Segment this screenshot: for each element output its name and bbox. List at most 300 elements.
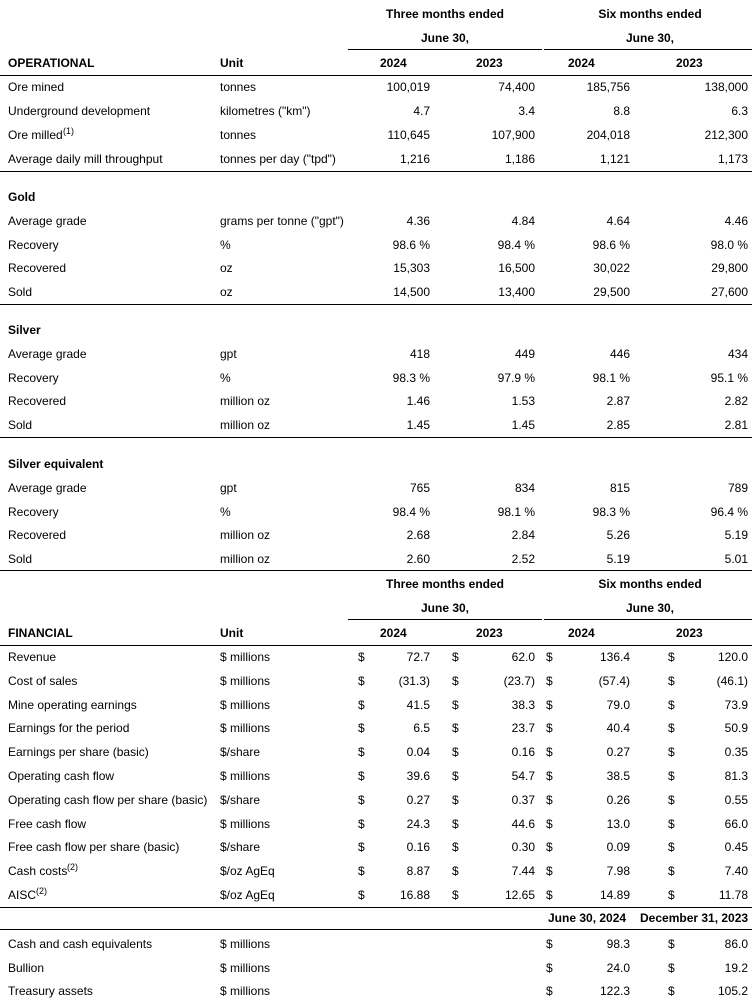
currency-symbol: $ (358, 721, 365, 736)
row-value: 2.68 (406, 528, 430, 543)
row-value: 6.3 (731, 104, 748, 118)
currency-symbol: $ (452, 792, 459, 807)
row-value: 0.37 (511, 792, 535, 807)
row-label: Cost of sales (8, 673, 78, 688)
year-2023-header: 2023 (476, 56, 503, 70)
row-value: 0.27 (606, 745, 630, 760)
row-label: Cash and cash equivalents (8, 937, 153, 951)
row-value: 5.19 (606, 552, 630, 567)
row-value: 50.9 (724, 721, 748, 736)
row-unit: $ millions (220, 697, 271, 712)
section-title: OPERATIONAL (8, 56, 95, 70)
table-row (0, 669, 752, 693)
section-divider (0, 304, 752, 305)
section-title: Silver equivalent (8, 457, 104, 471)
row-unit: % (220, 370, 231, 385)
row-value: 136.4 (599, 650, 630, 664)
row-label: Sold (8, 285, 33, 300)
currency-symbol: $ (668, 937, 675, 951)
row-value: 0.30 (511, 840, 535, 855)
row-value: 54.7 (511, 769, 535, 783)
currency-symbol: $ (668, 697, 675, 712)
row-value: 95.1 % (710, 370, 748, 385)
currency-symbol: $ (668, 864, 675, 879)
row-label: Average grade (8, 347, 87, 361)
row-value: 86.0 (724, 937, 748, 951)
currency-symbol: $ (668, 673, 675, 688)
row-value: 2.60 (406, 552, 430, 567)
row-value: (57.4) (598, 673, 630, 688)
currency-symbol: $ (358, 697, 365, 712)
row-value: (31.3) (398, 673, 430, 688)
row-unit: $ millions (220, 960, 271, 975)
row-value: 138,000 (704, 80, 748, 94)
table-row (0, 233, 752, 257)
currency-symbol: $ (358, 816, 365, 831)
table-row (0, 716, 752, 740)
table-row (0, 740, 752, 764)
table-row (0, 788, 752, 812)
row-value: 3.4 (518, 104, 535, 118)
row-unit: $ millions (220, 769, 271, 783)
table-row (0, 547, 752, 571)
row-value: 62.0 (511, 650, 535, 664)
row-label: Recovery (8, 504, 59, 519)
row-unit: oz (220, 261, 233, 276)
table-row (0, 413, 752, 437)
currency-symbol: $ (668, 888, 675, 902)
row-label: Sold (8, 552, 33, 567)
june30-header: June 30, (625, 601, 675, 615)
row-unit: tonnes per day ("tpd") (220, 152, 336, 166)
row-value: 98.3 % (592, 504, 630, 519)
footnote-marker: (1) (63, 126, 74, 136)
row-value: 19.2 (724, 960, 748, 975)
row-value: 1,173 (717, 152, 748, 166)
row-value: 11.78 (718, 888, 748, 902)
row-label: Bullion (8, 960, 45, 975)
row-value: 72.7 (406, 650, 430, 664)
currency-symbol: $ (546, 769, 553, 783)
row-value: 73.9 (724, 697, 748, 712)
currency-symbol: $ (546, 673, 553, 688)
year-2024-header: 2024 (568, 626, 595, 640)
row-value: 14,500 (393, 285, 430, 300)
row-value: 29,800 (711, 261, 748, 276)
row-value: 16.88 (399, 888, 430, 902)
row-value: 29,500 (593, 285, 630, 300)
row-value: 418 (409, 347, 430, 361)
currency-symbol: $ (358, 792, 365, 807)
row-value: 96.4 % (710, 504, 748, 519)
row-value: 434 (727, 347, 748, 361)
balance-date-header: June 30, 2024 (548, 911, 627, 925)
row-unit: oz (220, 285, 233, 300)
row-value: 0.26 (606, 792, 630, 807)
financial-date-row (0, 596, 752, 620)
row-label: Revenue (8, 650, 57, 664)
row-value: 98.4 % (497, 237, 535, 252)
year-2023-header: 2023 (676, 56, 703, 70)
row-value: 1.45 (406, 418, 430, 433)
table-row (0, 956, 752, 980)
row-unit: $ millions (220, 816, 271, 831)
row-value: 8.8 (613, 104, 630, 118)
table-row (0, 812, 752, 836)
row-value: 1.45 (511, 418, 535, 433)
currency-symbol: $ (546, 888, 553, 902)
table-row (0, 342, 752, 366)
row-value: 40.4 (606, 721, 630, 736)
row-value: 16,500 (498, 261, 535, 276)
row-value: 2.82 (724, 394, 748, 409)
row-unit: gpt (220, 347, 237, 361)
currency-symbol: $ (452, 888, 459, 902)
section-title: Silver (8, 323, 41, 337)
row-value: 98.4 % (392, 504, 430, 519)
row-value: 446 (609, 347, 630, 361)
row-value: 1,216 (399, 152, 430, 166)
table-row (0, 835, 752, 859)
row-unit: kilometres ("km") (220, 104, 311, 118)
row-value: 41.5 (406, 697, 430, 712)
row-value: (23.7) (503, 673, 535, 688)
row-value: 7.44 (511, 864, 535, 879)
currency-symbol: $ (358, 840, 365, 855)
table-row (0, 256, 752, 280)
table-row (0, 883, 752, 907)
year-2023-header: 2023 (476, 626, 503, 640)
row-value: 2.84 (511, 528, 535, 543)
row-unit: $/share (220, 792, 261, 807)
balance-date-header: December 31, 2023 (640, 911, 749, 925)
row-value: 0.55 (724, 792, 748, 807)
currency-symbol: $ (452, 745, 459, 760)
row-value: 4.36 (406, 214, 430, 228)
currency-symbol: $ (668, 745, 675, 760)
row-value: 4.84 (511, 214, 535, 228)
row-unit: grams per tonne ("gpt") (220, 214, 344, 228)
section-divider (0, 171, 752, 172)
row-label: Earnings per share (basic) (8, 745, 149, 760)
row-label: Recovery (8, 370, 59, 385)
row-unit: $ millions (220, 984, 271, 998)
row-value: 23.7 (511, 721, 535, 736)
row-value: 7.40 (724, 864, 748, 879)
row-value: 765 (409, 481, 430, 495)
row-unit: % (220, 504, 231, 519)
currency-symbol: $ (546, 864, 553, 879)
row-value: 4.46 (724, 214, 748, 228)
table-row (0, 123, 752, 147)
june30-header: June 30, (420, 31, 470, 45)
row-value: 0.27 (406, 792, 430, 807)
row-value: 98.1 % (592, 370, 630, 385)
row-value: 2.81 (724, 418, 748, 433)
operational-three-months-rule (348, 49, 542, 50)
row-value: 15,303 (393, 261, 430, 276)
row-value: 122.3 (599, 984, 630, 998)
row-label: Recovered (8, 394, 67, 409)
row-value: 110,645 (387, 128, 430, 142)
row-label: Recovery (8, 237, 59, 252)
row-value: 2.85 (606, 418, 630, 433)
row-value: 98.6 % (392, 237, 430, 252)
row-label: Free cash flow (8, 816, 87, 831)
table-row (0, 147, 752, 171)
row-unit: million oz (220, 528, 271, 543)
row-label: Ore mined (8, 80, 65, 94)
operational-period-row (0, 2, 752, 26)
row-value: 7.98 (606, 864, 630, 879)
six-months-header: Six months ended (598, 577, 702, 591)
year-2024-header: 2024 (380, 626, 407, 640)
row-value: 39.6 (406, 769, 430, 783)
row-value: 14.89 (599, 888, 630, 902)
table-row (0, 75, 752, 99)
row-value: 97.9 % (497, 370, 535, 385)
row-value: 13.0 (606, 816, 630, 831)
row-value: 0.04 (406, 745, 430, 760)
table-row (0, 99, 752, 123)
section-title: Gold (8, 190, 36, 204)
silver-eq-title-row (0, 452, 752, 476)
row-value: 98.1 % (497, 504, 535, 519)
row-unit: $/share (220, 745, 261, 760)
row-unit: gpt (220, 481, 237, 495)
section-divider (0, 570, 752, 571)
year-2024-header: 2024 (568, 56, 595, 70)
row-label: Earnings for the period (8, 721, 130, 736)
row-value: 0.45 (724, 840, 748, 855)
silver-title-row (0, 318, 752, 342)
row-value: 789 (727, 481, 748, 495)
row-value: 120.0 (717, 650, 748, 664)
section-title: FINANCIAL (8, 626, 73, 640)
operational-date-row (0, 26, 752, 50)
row-label: Treasury assets (8, 984, 93, 998)
year-2023-header: 2023 (676, 626, 703, 640)
row-value: 1,186 (504, 152, 535, 166)
table-row (0, 209, 752, 233)
row-value: 815 (609, 481, 630, 495)
row-label: Average grade (8, 481, 87, 495)
row-unit: % (220, 237, 231, 252)
row-value: 4.64 (606, 214, 630, 228)
currency-symbol: $ (452, 650, 459, 664)
row-value: 105.2 (717, 984, 748, 998)
row-label: Sold (8, 418, 33, 433)
currency-symbol: $ (452, 673, 459, 688)
row-value: 79.0 (606, 697, 630, 712)
row-value: 6.5 (413, 721, 430, 736)
currency-symbol: $ (452, 864, 459, 879)
row-value: 212,300 (704, 128, 748, 142)
row-value: 0.35 (724, 745, 748, 760)
table-row (0, 476, 752, 500)
footnote-marker: (2) (67, 862, 78, 873)
currency-symbol: $ (358, 864, 365, 879)
row-value: 0.16 (511, 745, 535, 760)
financial-six-months-rule (544, 619, 752, 620)
currency-symbol: $ (546, 960, 553, 975)
row-unit: million oz (220, 418, 271, 433)
currency-symbol: $ (358, 650, 365, 664)
row-value: 81.3 (724, 769, 748, 783)
table-row (0, 389, 752, 413)
currency-symbol: $ (668, 769, 675, 783)
row-value: 5.19 (724, 528, 748, 543)
operational-six-months-rule (544, 49, 752, 50)
row-value: 98.0 % (710, 237, 748, 252)
currency-symbol: $ (452, 816, 459, 831)
row-value: 1,121 (599, 152, 630, 166)
row-value: 38.3 (511, 697, 535, 712)
row-value: 98.6 % (592, 237, 630, 252)
footnote-marker: (2) (36, 886, 47, 896)
june30-header: June 30, (625, 31, 675, 45)
currency-symbol: $ (668, 984, 675, 998)
currency-symbol: $ (668, 960, 675, 975)
row-label: Operating cash flow (8, 769, 115, 783)
currency-symbol: $ (358, 673, 365, 688)
table-row (0, 859, 752, 883)
unit-header: Unit (220, 56, 244, 70)
currency-symbol: $ (546, 697, 553, 712)
table-row (0, 932, 752, 956)
table-row (0, 366, 752, 390)
row-label: Recovered (8, 528, 67, 543)
row-value: 1.53 (511, 394, 535, 409)
row-unit: million oz (220, 552, 271, 567)
row-value: 107,900 (491, 128, 535, 142)
row-label: Average grade (8, 214, 87, 228)
row-value: 38.5 (606, 769, 630, 783)
operational-header-row (0, 51, 752, 75)
six-months-header: Six months ended (598, 7, 702, 21)
year-2024-header: 2024 (380, 56, 407, 70)
row-value: 44.6 (511, 816, 535, 831)
row-unit: $ millions (220, 650, 271, 664)
currency-symbol: $ (668, 792, 675, 807)
row-value: 98.3 (606, 937, 630, 951)
table-row (0, 979, 752, 1003)
row-value: 13,400 (498, 285, 535, 300)
currency-symbol: $ (452, 840, 459, 855)
balance-header-rule (0, 929, 752, 930)
currency-symbol: $ (546, 650, 553, 664)
row-value: 2.52 (511, 552, 535, 567)
row-value: 24.3 (406, 816, 430, 831)
three-months-header: Three months ended (385, 7, 504, 21)
currency-symbol: $ (358, 888, 365, 902)
section-divider (0, 437, 752, 438)
currency-symbol: $ (358, 745, 365, 760)
table-row (0, 500, 752, 524)
currency-symbol: $ (546, 984, 553, 998)
row-unit: tonnes (220, 80, 257, 94)
row-value: 66.0 (724, 816, 748, 831)
row-value: (46.1) (716, 673, 748, 688)
currency-symbol: $ (546, 745, 553, 760)
row-value: 1.46 (406, 394, 430, 409)
financial-three-months-rule (348, 619, 542, 620)
currency-symbol: $ (546, 840, 553, 855)
currency-symbol: $ (452, 721, 459, 736)
currency-symbol: $ (546, 792, 553, 807)
row-value: 24.0 (606, 960, 630, 975)
june30-header: June 30, (420, 601, 470, 615)
currency-symbol: $ (452, 697, 459, 712)
table-row (0, 693, 752, 717)
row-unit: $/share (220, 840, 261, 855)
row-value: 834 (514, 481, 535, 495)
currency-symbol: $ (452, 769, 459, 783)
currency-symbol: $ (668, 840, 675, 855)
financial-header-row (0, 621, 752, 645)
row-unit: $ millions (220, 721, 271, 736)
row-value: 30,022 (593, 261, 630, 276)
row-value: 100,019 (386, 80, 430, 94)
currency-symbol: $ (546, 937, 553, 951)
row-value: 449 (514, 347, 535, 361)
unit-header: Unit (220, 626, 244, 640)
row-label: Operating cash flow per share (basic) (8, 792, 208, 807)
currency-symbol: $ (668, 721, 675, 736)
currency-symbol: $ (358, 769, 365, 783)
currency-symbol: $ (546, 721, 553, 736)
row-label: Ore milled (8, 128, 63, 142)
row-label: Average daily mill throughput (8, 152, 163, 166)
gold-title-row (0, 185, 752, 209)
row-value: 204,018 (586, 128, 630, 142)
row-label: Recovered (8, 261, 67, 276)
row-value: 2.87 (606, 394, 630, 409)
financial-period-row (0, 572, 752, 596)
row-unit: $ millions (220, 937, 271, 951)
row-label: Cash costs (8, 864, 68, 879)
row-value: 0.16 (406, 840, 430, 855)
table-row (0, 764, 752, 788)
row-label: AISC (8, 888, 37, 902)
currency-symbol: $ (668, 816, 675, 831)
row-value: 27,600 (711, 285, 748, 300)
row-unit: tonnes (220, 128, 257, 142)
currency-symbol: $ (546, 816, 553, 831)
currency-symbol: $ (668, 650, 675, 664)
row-unit: $/oz AgEq (220, 864, 275, 879)
row-unit: $ millions (220, 673, 271, 688)
three-months-header: Three months ended (385, 577, 504, 591)
table-row (0, 280, 752, 304)
row-value: 5.01 (724, 552, 748, 567)
row-value: 12.65 (504, 888, 535, 902)
row-value: 185,756 (586, 80, 630, 94)
table-row (0, 645, 752, 669)
row-value: 98.3 % (392, 370, 430, 385)
row-value: 0.09 (606, 840, 630, 855)
row-value: 74,400 (498, 80, 535, 94)
row-label: Free cash flow per share (basic) (8, 840, 180, 855)
row-value: 4.7 (413, 104, 430, 118)
table-row (0, 523, 752, 547)
row-unit: million oz (220, 394, 271, 409)
balance-header-row (0, 906, 752, 930)
row-label: Underground development (8, 104, 151, 118)
row-value: 5.26 (606, 528, 630, 543)
row-value: 8.87 (406, 864, 430, 879)
row-unit: $/oz AgEq (220, 888, 275, 902)
